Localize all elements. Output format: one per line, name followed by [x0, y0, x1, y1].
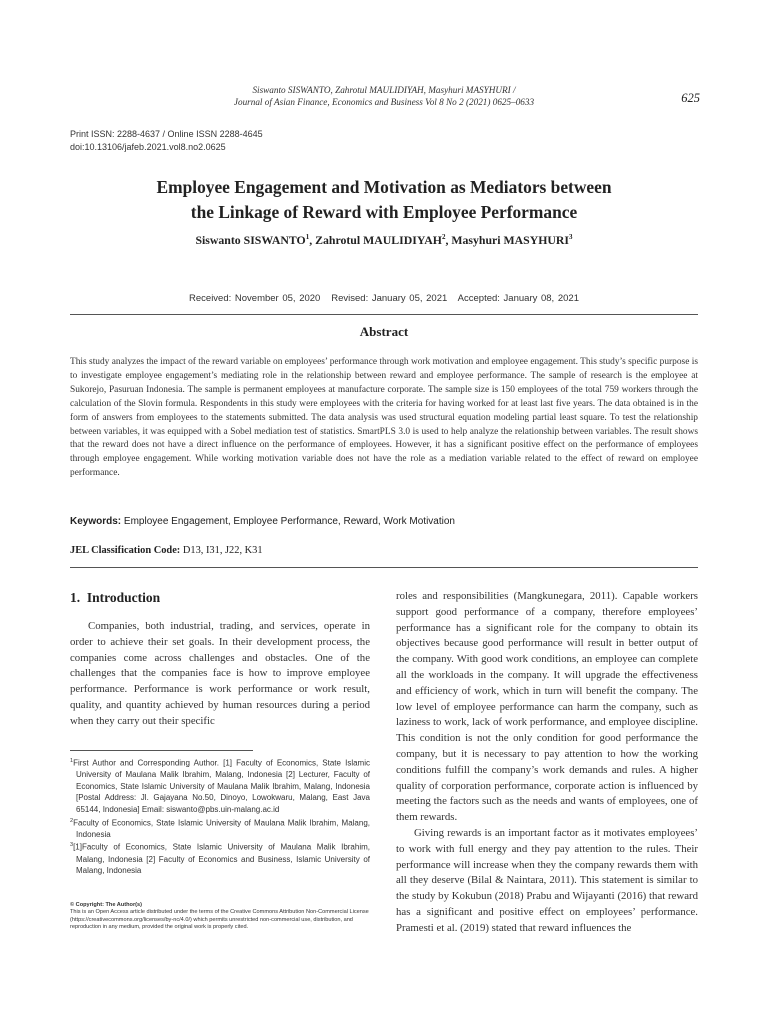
intro-right-column: [396, 589, 698, 937]
footnote-mark: 3: [70, 842, 74, 849]
doi-line: doi:10.13106/jafeb.2021.vol8.no2.0625: [70, 142, 226, 152]
intro-left-column: [70, 619, 370, 730]
footnote-text: [1]Faculty of Economics, State Islamic University of Maulana Malik Ibrahim, Malang, Indonesia [2] Faculty of Economics and Business, Islamic University of Malang, Indonesia: [73, 843, 370, 876]
footnote-mark: 1: [70, 758, 74, 764]
abstract-bottom-rule: [70, 567, 698, 568]
footnote-rule: [70, 750, 253, 751]
intro-paragraph: Companies, both industrial, trading, and services, operate in order to achieve their set goals. In their development process, the companies come across challenges and obstacles. One of the challenges that the companies face is how to improve employee performance. Performance is work performance or work result, quality, and quantity achieved by human resources during a period when they carry out their specific: [70, 620, 370, 727]
copyright-notice: [70, 902, 370, 932]
running-head-authors: Siswanto SISWANTO, Zahrotul MAULIDIYAH, Masyhuri MASYHURI /: [252, 85, 516, 95]
author-affiliation-mark: 3: [569, 233, 573, 242]
issn-block: [70, 128, 263, 154]
abstract-top-rule: [70, 314, 698, 315]
author-name: Masyhuri MASYHURI: [451, 233, 570, 247]
footnotes: [70, 756, 370, 877]
keywords-value: Employee Engagement, Employee Performance, Reward, Work Motivation: [123, 516, 455, 527]
footnote: [70, 816, 370, 841]
keywords-label: Keywords:: [70, 516, 122, 527]
copyright-text: This is an Open Access article distributed under the terms of the Creative Commons Attribution Non-Commercial License (https://creativecommons.org/licenses/by-nc/4.0/) which permits unrestricted non-commercial use, distribution, and reproduction in any medium, provided the original work is properly cited.: [70, 909, 369, 931]
author-list: [70, 233, 698, 248]
author-affiliation-mark: 1: [305, 233, 310, 242]
author-name: Siswanto SISWANTO: [195, 233, 306, 247]
title-line-1: Employee Engagement and Motivation as Mediators between: [156, 177, 612, 197]
footnote: [70, 840, 370, 876]
author-separator: ,: [445, 233, 452, 247]
keywords-line: [70, 516, 698, 527]
author-name: Zahrotul MAULIDIYAH: [315, 233, 442, 247]
jel-label: JEL Classification Code:: [70, 545, 181, 556]
copyright-title: © Copyright: The Author(s): [70, 902, 142, 908]
footnote-text: Faculty of Economics, State Islamic University of Maulana Malik Ibrahim, Malang, Indonesia: [73, 818, 370, 839]
intro-paragraph: Giving rewards is an important factor as it motivates employees’ to work with full energy and they pay attention to the rules. Their performance will increase when they the company rewards them with all they deserve (Bilal & Naintara, 2011). This statement is similar to the study by Kokubun (2018) Prabu and Wijayanti (2016) that reward has a significant and positive effect on employees’ performance. Pramesti et al. (2019) stated that reward influences the: [396, 826, 698, 934]
footnote: [70, 756, 370, 816]
submission-dates: Received: November 05, 2020 Revised: January 05, 2021 Accepted: January 08, 2021: [189, 293, 579, 304]
running-head-journal: Journal of Asian Finance, Economics and Business Vol 8 No 2 (2021) 0625–0633: [233, 97, 535, 107]
jel-line: [70, 545, 698, 556]
section-heading-introduction: 1. Introduction: [70, 590, 161, 605]
jel-value: D13, I31, J22, K31: [182, 545, 263, 556]
paper-title: [70, 175, 698, 225]
title-line-2: the Linkage of Reward with Employee Performance: [190, 202, 578, 222]
author-affiliation-mark: 2: [441, 233, 446, 242]
footnote-text: First Author and Corresponding Author. [1] Faculty of Economics, State Islamic University of Maulana Malik Ibrahim, Malang, Indonesia [2] Lecturer, Faculty of Economics, State Islamic University of Maulana Malik Ibrahim, Malang, Indonesia [Postal Address: Jl. Gajayana No.50, Dinoyo, Lowokwaru, Malang, East Java 65144, Indonesia] Email: siswanto@pbs.uin-malang.ac.id: [73, 758, 370, 815]
page-number: 625: [681, 91, 700, 105]
abstract-heading: Abstract: [359, 324, 409, 339]
author-separator: ,: [309, 233, 316, 247]
intro-paragraph-continued: roles and responsibilities (Mangkunegara, 2011). Capable workers support good performance of a company, therefore employees’ performance has a significant role for the company to obtain its objectives because good performance will result in better output of the company. With good work conditions, an employee can complete all the workloads in the company. It will upgrade the effectiveness and efficiency of work, which in turn will benefit the company. The low level of employee performance can harm the company, such as laziness to work, lack of work performance, and employee discipline. This condition is not the only condition for good performance the company, but it is necessary to pay attention to how the working conditions fulfill the company’s work demands and rules. A higher quality of corporation performance, corporate action is influenced by meeting the factors such as the needs and wants of employees, one of them rewards.: [396, 590, 698, 824]
issn-line: Print ISSN: 2288-4637 / Online ISSN 2288-4645: [70, 129, 263, 139]
abstract-text: This study analyzes the impact of the reward variable on employees’ performance through work motivation and employee engagement. This study’s specific purpose is to investigate employee engagement’s mediating role in the relationship between reward and employee performance. The sample of research is the employee at Sukorejo, Pasuruan Indonesia. The sample is permanent employees at manufacture corporate. The sample size is 150 employees of the total 759 workers through the calculation of the Slovin formula. Respondents in this study were employees with the criteria for having worked for at least last five years. The data obtained is in the form of answers from employees to the statements submitted. The data analysis was used structural equation modeling partial least square. To test the relationship between variables, it was equipped with a Sobel mediation test of statistics. SmartPLS 3.0 is used to help analyze the relationship between variables. The result shows that the reward does not have a direct influence on the performance of employees. However, it has a significant positive effect on the performance of employees through employee engagement. While working motivation variable does not have the role as a mediation variable related to the effect of reward on employee performance.: [70, 357, 698, 479]
running-head: [150, 84, 618, 108]
footnote-mark: 2: [70, 817, 74, 824]
